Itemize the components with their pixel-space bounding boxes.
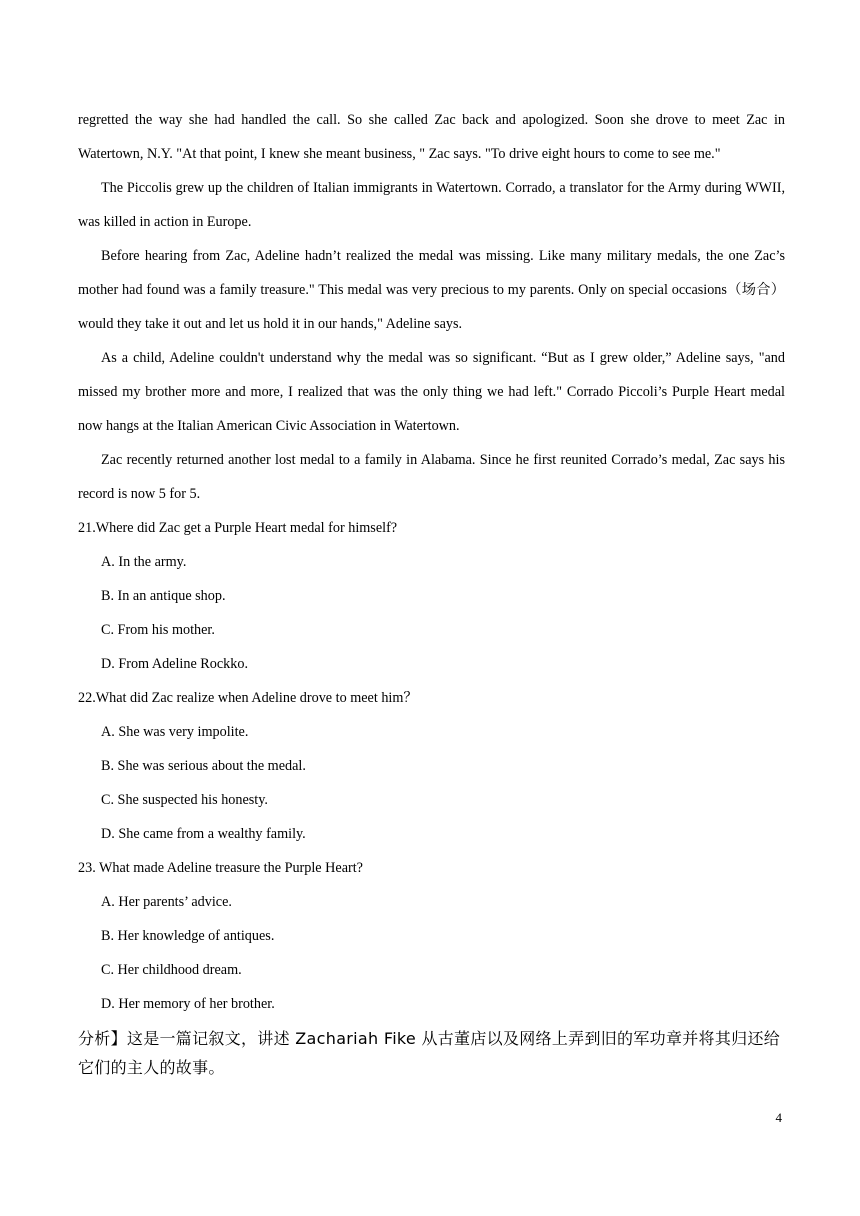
- question-23: [78, 851, 785, 1021]
- question-stem: 22.What did Zac realize when Adeline drove to meet him？: [78, 690, 418, 706]
- question-22: [78, 681, 785, 851]
- question-stem: 23. What made Adeline treasure the Purple Heart?: [78, 860, 363, 876]
- question-21: [78, 511, 785, 681]
- answer-option: D. From Adeline Rockko.: [101, 656, 248, 672]
- passage-paragraph: The Piccolis grew up the children of Italian immigrants in Watertown. Corrado, a translator for the Army during WWII, was killed in action in Europe.: [78, 180, 785, 230]
- answer-option: A. She was very impolite.: [101, 724, 249, 740]
- answer-option: D. Her memory of her brother.: [101, 996, 275, 1012]
- answer-option: B. In an antique shop.: [101, 588, 226, 604]
- answer-option: C. She suspected his honesty.: [101, 792, 268, 808]
- passage-paragraph: Before hearing from Zac, Adeline hadn’t realized the medal was missing. Like many military medals, the one Zac’s mother had found was a family treasure." This medal was very precious to my parents. Only on special occasions（场合）would they take it out and let us hold it in our hands," Adeline says.: [78, 248, 785, 332]
- answer-option: D. She came from a wealthy family.: [101, 826, 306, 842]
- answer-option: A. Her parents’ advice.: [101, 894, 232, 910]
- analysis-text: 分析】这是一篇记叙文，讲述 Zachariah Fike 从古董店以及网络上弄到旧的军功章并将其归还给它们的主人的故事。: [78, 1029, 781, 1077]
- passage-paragraph: As a child, Adeline couldn't understand why the medal was so significant. “But as I grew older,” Adeline says, "and missed my brother more and more, I realized that was the only thing we had left." Corrado Piccoli’s Purple Heart medal now hangs at the Italian American Civic Association in Watertown.: [78, 350, 785, 434]
- answer-option: B. She was serious about the medal.: [101, 758, 306, 774]
- passage-paragraph: regretted the way she had handled the call. So she called Zac back and apologized. Soon she drove to meet Zac in Watertown, N.Y. "At that point, I knew she meant business, " Zac says. "To drive eight hours to come to see me.": [78, 112, 785, 162]
- answer-option: C. From his mother.: [101, 622, 215, 638]
- document-page: [78, 103, 785, 1082]
- question-stem: 21.Where did Zac get a Purple Heart medal for himself?: [78, 520, 398, 536]
- answer-option: B. Her knowledge of antiques.: [101, 928, 275, 944]
- page-number: 4: [775, 1110, 782, 1125]
- passage-paragraph: Zac recently returned another lost medal to a family in Alabama. Since he first reunited Corrado’s medal, Zac says his record is now 5 for 5.: [78, 452, 785, 502]
- answer-option: C. Her childhood dream.: [101, 962, 242, 978]
- answer-option: A. In the army.: [101, 554, 187, 570]
